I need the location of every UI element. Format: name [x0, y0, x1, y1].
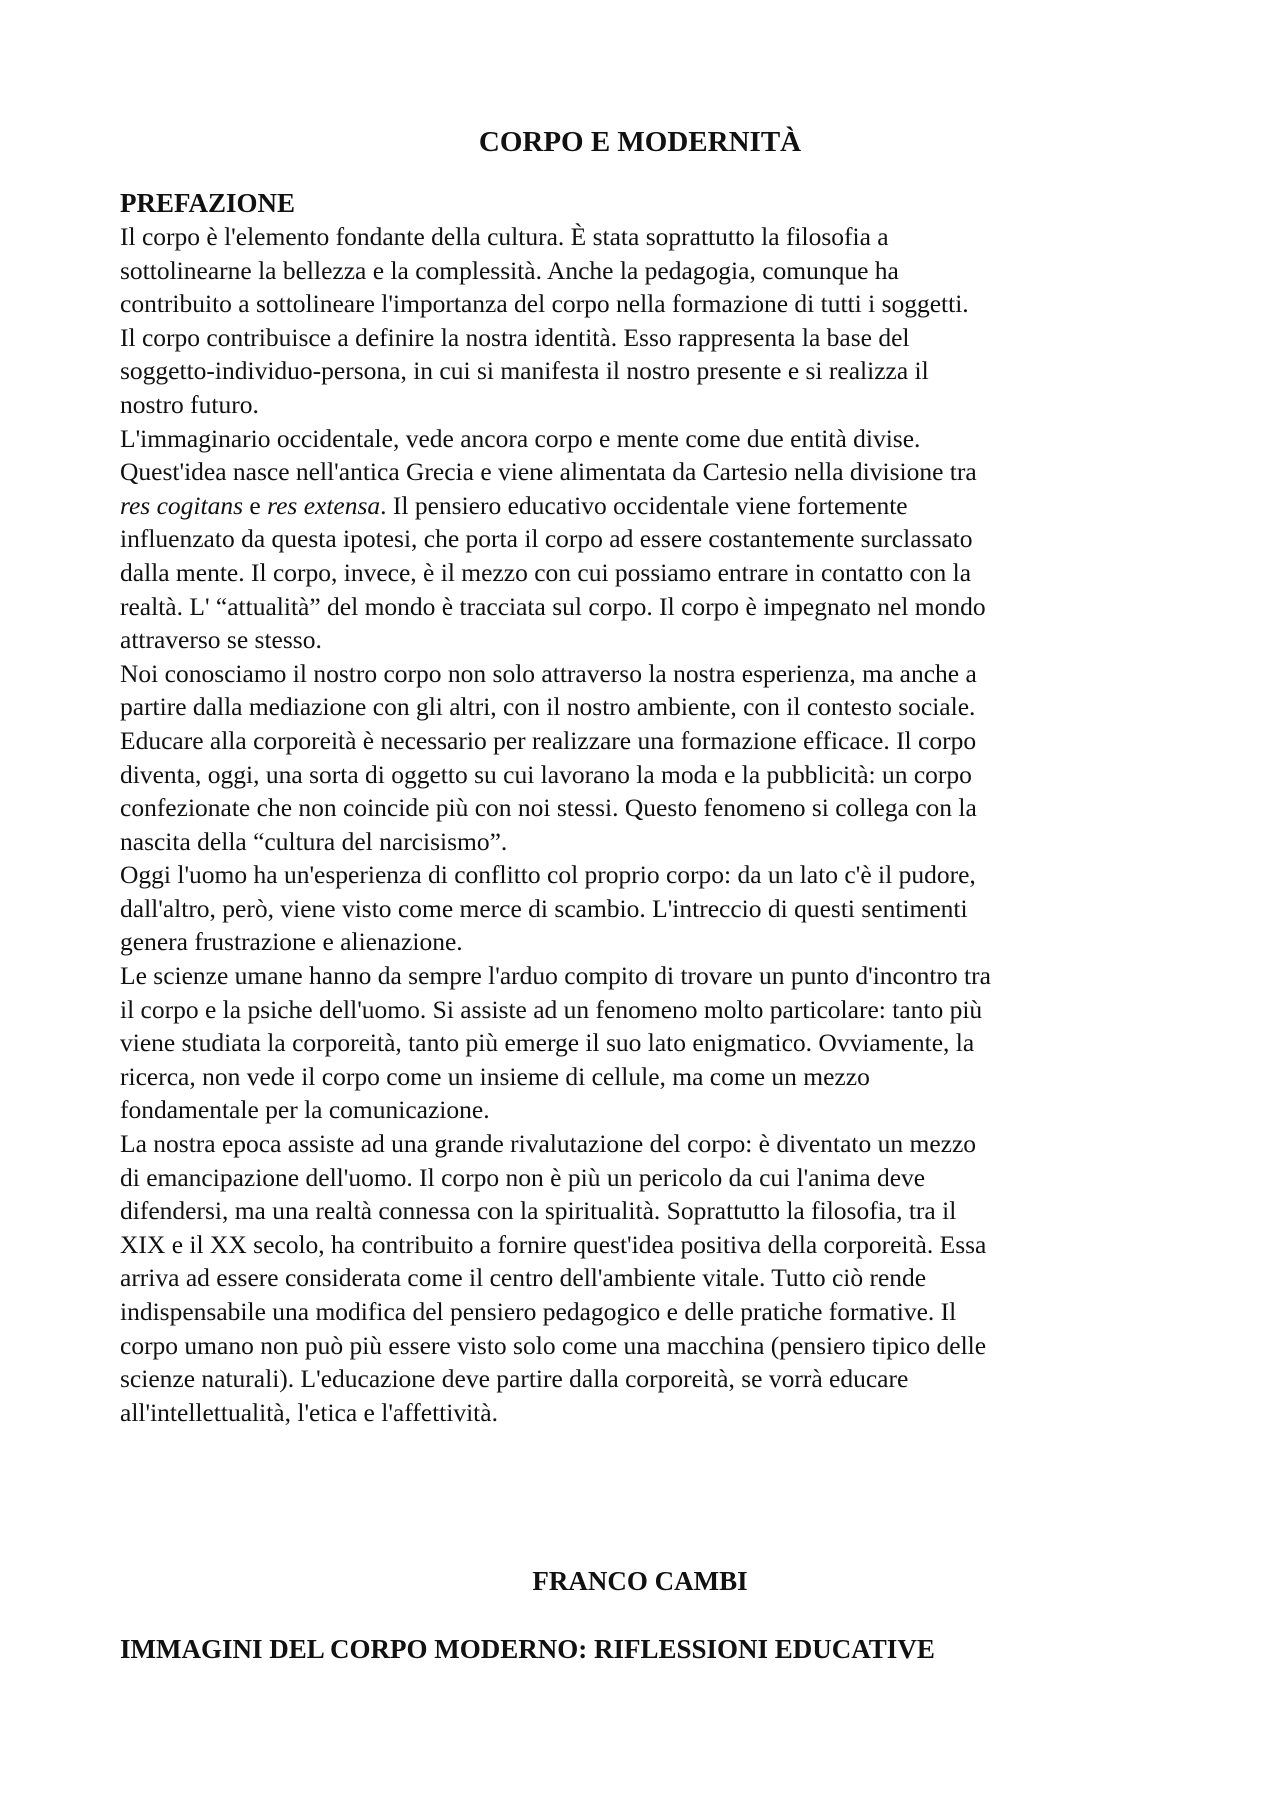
text-line: [120, 489, 1170, 523]
text-line: viene studiata la corporeità, tanto più emerge il suo lato enigmatico. Ovviamente, la: [120, 1028, 975, 1058]
text-line: indispensabile una modifica del pensiero pedagogico e delle pratiche formative. Il: [120, 1297, 957, 1326]
text-line: diventa, oggi, una sorta di oggetto su cui lavorano la moda e la pubblicità: un corpo: [120, 759, 972, 789]
text-line: corpo umano non può più essere visto solo come una macchina (pensiero tipico delle: [120, 1330, 987, 1360]
text-fragment: . Il pensiero educativo occidentale viene fortemente: [380, 490, 908, 520]
text-line: confezionate che non coincide più con noi stessi. Questo fenomeno si collega con la: [120, 793, 977, 823]
preface-section: [120, 186, 1170, 1429]
text-line: all'intellettualità, l'etica e l'affettività.: [120, 1397, 498, 1427]
text-line: XIX e il XX secolo, ha contribuito a fornire quest'idea positiva della corporeità. Essa: [120, 1229, 987, 1259]
text-line: dalla mente. Il corpo, invece, è il mezzo con cui possiamo entrare in contatto con la: [120, 557, 972, 587]
text-line: soggetto-individuo-persona, in cui si manifesta il nostro presente e si realizza il: [120, 356, 929, 386]
text-line: Le scienze umane hanno da sempre l'arduo compito di trovare un punto d'incontro tra: [120, 961, 991, 991]
text-line: realtà. L' “attualità” del mondo è tracciata sul corpo. Il corpo è impegnato nel mondo: [120, 591, 986, 621]
text-line: La nostra epoca assiste ad una grande rivalutazione del corpo: è diventato un mezzo: [120, 1129, 977, 1159]
text-line: fondamentale per la comunicazione.: [120, 1095, 490, 1125]
section-heading: PREFAZIONE: [120, 188, 296, 218]
text-line: ricerca, non vede il corpo come un insieme di cellule, ma come un mezzo: [120, 1061, 870, 1091]
text-line: Educare alla corporeità è necessario per realizzare una formazione efficace. Il corpo: [120, 725, 977, 755]
text-line: Oggi l'uomo ha un'esperienza di conflitto col proprio corpo: da un lato c'è il pudore,: [120, 860, 976, 890]
text-line: Il corpo contribuisce a definire la nostra identità. Esso rappresenta la base del: [120, 322, 910, 352]
text-line: Noi conosciamo il nostro corpo non solo attraverso la nostra esperienza, ma anche a: [120, 658, 977, 688]
text-line: di emancipazione dell'uomo. Il corpo non è più un pericolo da cui l'anima deve: [120, 1162, 926, 1192]
text-line: arriva ad essere considerata come il centro dell'ambiente vitale. Tutto ciò rende: [120, 1263, 927, 1293]
text-line: dall'altro, però, viene visto come merce di scambio. L'intreccio di questi sentimenti: [120, 893, 968, 923]
text-line: Quest'idea nasce nell'antica Grecia e viene alimentata da Cartesio nella divisione tra: [120, 457, 977, 487]
italic-term: res extensa: [267, 490, 381, 520]
text-line: influenzato da questa ipotesi, che porta il corpo ad essere costantemente surclassato: [120, 524, 973, 554]
text-line: sottolinearne la bellezza e la complessità. Anche la pedagogia, comunque ha: [120, 255, 899, 285]
text-line: nostro futuro.: [120, 389, 259, 419]
text-line: Il corpo è l'elemento fondante della cultura. È stata soprattutto la filosofia a: [120, 222, 889, 251]
text-fragment: e: [243, 490, 268, 520]
author-name: FRANCO CAMBI: [532, 1566, 748, 1596]
text-line: attraverso se stesso.: [120, 625, 322, 655]
chapter-subtitle: IMMAGINI DEL CORPO MODERNO: RIFLESSIONI EDUCATIVE: [120, 1634, 935, 1664]
text-line: il corpo e la psiche dell'uomo. Si assiste ad un fenomeno molto particolare: tanto più: [120, 994, 983, 1024]
text-line: contribuito a sottolineare l'importanza del corpo nella formazione di tutti i soggetti.: [120, 289, 969, 319]
text-line: genera frustrazione e alienazione.: [120, 927, 463, 957]
document-title: CORPO E MODERNITÀ: [478, 126, 802, 158]
text-line: nascita della “cultura del narcisismo”.: [120, 826, 508, 856]
text-line: L'immaginario occidentale, vede ancora corpo e mente come due entità divise.: [120, 423, 921, 453]
text-line: partire dalla mediazione con gli altri, con il nostro ambiente, con il contesto sociale.: [120, 692, 976, 722]
text-line: difendersi, ma una realtà connessa con la spiritualità. Soprattutto la filosofia, tra il: [120, 1196, 957, 1226]
italic-term: res cogitans: [120, 490, 244, 520]
preface-body: [120, 220, 1170, 1429]
text-line: scienze naturali). L'educazione deve partire dalla corporeità, se vorrà educare: [120, 1364, 909, 1394]
